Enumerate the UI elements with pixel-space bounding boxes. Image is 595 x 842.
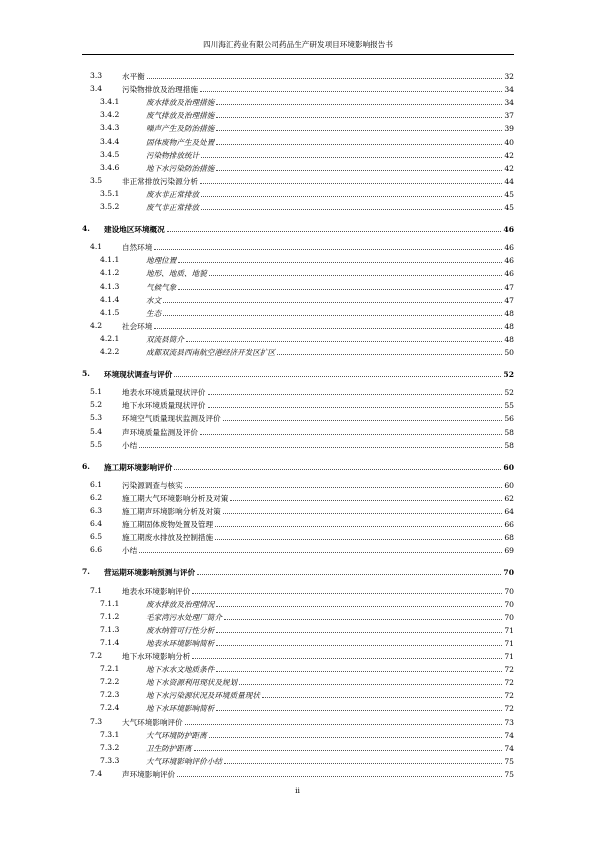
toc-entry-number: 3.4	[90, 84, 103, 94]
dot-leader	[215, 518, 502, 527]
toc-entry[interactable]	[82, 742, 514, 754]
toc-entry[interactable]	[82, 650, 514, 662]
toc-entry-title: 施工期环境影响评价	[104, 462, 173, 472]
toc-entry[interactable]	[82, 294, 514, 306]
toc-entry-title: 营运期环境影响预测与评价	[104, 568, 196, 578]
toc-entry[interactable]	[82, 702, 514, 714]
toc-entry-number: 7.3.3	[100, 755, 120, 765]
toc-entry-page: 39	[504, 124, 514, 134]
dot-leader	[154, 241, 502, 250]
toc-entry-title: 地表水环境影响评价	[122, 586, 191, 596]
toc-entry[interactable]	[82, 320, 514, 332]
toc-entry-page: 58	[504, 440, 514, 450]
toc-entry-page: 60	[503, 462, 514, 472]
dot-leader	[216, 109, 502, 118]
toc-entry-number: 7.3	[90, 716, 103, 726]
dot-leader	[185, 716, 503, 725]
toc-entry[interactable]	[82, 768, 514, 780]
toc-entry-page: 37	[504, 111, 514, 121]
toc-entry[interactable]	[82, 307, 514, 319]
toc-entry-page: 66	[504, 520, 514, 530]
toc-entry[interactable]	[82, 716, 514, 728]
dot-leader	[178, 281, 502, 290]
toc-entry[interactable]	[82, 149, 514, 161]
dot-leader	[223, 412, 503, 421]
toc-entry[interactable]	[82, 755, 514, 767]
toc-entry-number: 7.3.1	[100, 729, 120, 739]
toc-entry-page: 48	[504, 321, 514, 331]
toc-entry-title: 声环境影响评价	[122, 769, 176, 779]
toc-entry-title: 施工期固体废物处置及管理	[122, 520, 214, 530]
toc-entry[interactable]	[82, 346, 514, 358]
toc-entry[interactable]	[82, 386, 514, 398]
toc-entry[interactable]	[82, 96, 514, 108]
toc-entry-number: 7.2.3	[100, 690, 120, 700]
toc-entry-page: 71	[504, 652, 514, 661]
toc-entry-number: 6.6	[90, 545, 103, 555]
toc-entry[interactable]	[82, 689, 514, 701]
toc-entry-page: 71	[504, 625, 514, 635]
dot-leader	[185, 479, 503, 488]
toc-entry-page: 75	[504, 769, 514, 779]
toc-entry-page: 45	[504, 203, 514, 212]
toc-entry-title: 地下水环境质量现状评价	[122, 401, 206, 411]
toc-entry-title: 地下水环境影响分析	[122, 652, 191, 661]
toc-entry-title: 地表水环境影响简析	[146, 638, 215, 648]
dot-leader	[201, 149, 502, 158]
toc-entry[interactable]	[82, 518, 514, 530]
dot-leader	[163, 294, 502, 303]
dot-leader	[147, 70, 503, 79]
toc-entry-number: 4.1.3	[100, 281, 120, 291]
toc-entry-number: 4.	[82, 224, 90, 234]
dot-leader	[139, 544, 502, 553]
toc-entry[interactable]	[82, 122, 514, 134]
toc-entry-title: 污染源调查与核实	[122, 480, 183, 490]
toc-entry-title: 建设地区环境概况	[104, 225, 165, 235]
toc-entry-page: 73	[504, 717, 514, 727]
toc-entry-number: 4.1.1	[100, 255, 120, 265]
toc-entry-page: 58	[504, 427, 514, 437]
toc-entry-number: 7.2.2	[100, 677, 120, 687]
dot-leader	[163, 307, 502, 316]
toc-entry-number: 3.5.2	[100, 202, 120, 211]
toc-entry-page: 32	[504, 72, 514, 81]
toc-entry[interactable]	[82, 531, 514, 543]
toc-entry[interactable]	[82, 585, 514, 597]
toc-entry[interactable]	[82, 729, 514, 741]
toc-entry-number: 6.4	[90, 519, 103, 529]
toc-entry-number: 7.2	[90, 651, 103, 660]
dot-leader	[139, 439, 502, 448]
toc-entry[interactable]	[82, 188, 514, 200]
toc-entry-number: 7.1.3	[100, 624, 120, 634]
toc-entry[interactable]	[82, 461, 514, 473]
toc-entry-title: 水文	[146, 295, 162, 305]
toc-entry-title: 卫生防护距离	[146, 743, 192, 753]
toc-entry-title: 废气非正常排放	[146, 203, 200, 212]
toc-entry-title: 废气排放及治理措施	[146, 111, 215, 121]
toc-entry[interactable]	[82, 399, 514, 411]
toc-entry-title: 地表水环境质量现状评价	[122, 388, 206, 398]
dot-leader	[230, 492, 502, 501]
toc-entry-title: 废水非正常排放	[146, 189, 200, 199]
toc-entry-page: 40	[504, 137, 514, 147]
toc-entry-page: 72	[504, 665, 514, 675]
toc-entry-title: 噪声产生及防治措施	[146, 124, 215, 134]
toc-entry-title: 污染物排放统计	[146, 150, 200, 160]
toc-entry-title: 环境空气质量现状监测及评价	[122, 414, 221, 424]
dot-leader	[216, 663, 502, 672]
toc-entry-number: 7.2.4	[100, 703, 120, 713]
toc-entry[interactable]	[82, 611, 514, 623]
toc-entry-page: 72	[504, 704, 514, 714]
toc-entry-title: 社会环境	[122, 321, 153, 331]
toc-entry-number: 5.5	[90, 439, 103, 449]
dot-leader	[174, 368, 501, 377]
dot-leader	[216, 162, 502, 171]
toc-entry-number: 3.4.4	[100, 136, 120, 146]
toc-entry-page: 72	[504, 678, 514, 688]
toc-entry-page: 71	[504, 638, 514, 648]
toc-entry-title: 生态	[146, 308, 162, 318]
toc-entry-title: 水平衡	[122, 72, 145, 81]
toc-entry[interactable]	[82, 544, 514, 556]
toc-entry-number: 3.3	[90, 71, 103, 80]
toc-entry-number: 3.5.1	[100, 188, 120, 198]
toc-entry[interactable]	[82, 566, 514, 578]
toc-entry-title: 非正常排放污染源分析	[122, 176, 198, 186]
toc-entry-number: 7.	[82, 567, 90, 577]
toc-entry-number: 6.	[82, 461, 90, 471]
toc-entry-page: 56	[504, 414, 514, 424]
toc-entry-page: 44	[504, 176, 514, 186]
toc-entry-title: 固体废物产生及处置	[146, 137, 215, 147]
dot-leader	[192, 650, 502, 659]
toc-entry-number: 5.1	[90, 387, 103, 397]
toc-entry-number: 6.1	[90, 479, 103, 489]
dot-leader	[262, 689, 502, 698]
toc-entry-title: 废水排放及治理情况	[146, 599, 215, 609]
toc-entry-title: 地下水环境影响简析	[146, 704, 215, 714]
dot-leader	[167, 223, 502, 232]
dot-leader	[223, 505, 503, 514]
dot-leader	[174, 461, 501, 470]
toc-entry-number: 4.1.2	[100, 268, 120, 278]
toc-entry-number: 4.2.1	[100, 333, 120, 343]
toc-entry-title: 双流县简介	[146, 334, 184, 344]
toc-entry-page: 34	[504, 85, 514, 95]
dot-leader	[216, 598, 502, 607]
dot-leader	[200, 426, 502, 435]
toc-entry[interactable]	[82, 492, 514, 504]
toc-entry-page: 69	[504, 546, 514, 556]
toc-entry-number: 5.3	[90, 413, 103, 423]
dot-leader	[216, 637, 502, 646]
toc-entry[interactable]	[82, 83, 514, 95]
toc-entry-page: 72	[504, 691, 514, 701]
toc-entry-number: 3.4.6	[100, 162, 120, 172]
toc-entry-page: 70	[504, 599, 514, 609]
toc-entry-title: 施工期声环境影响分析及对策	[122, 507, 221, 516]
toc-entry-title: 大气环境防护距离	[146, 730, 207, 740]
toc-entry-title: 地下水水文地质条件	[146, 665, 215, 675]
toc-entry-title: 施工期大气环境影响分析及对策	[122, 493, 229, 503]
toc-entry[interactable]	[82, 223, 514, 235]
toc-entry-title: 气候气象	[146, 282, 177, 292]
dot-leader	[194, 742, 503, 751]
toc-entry[interactable]	[82, 426, 514, 438]
toc-entry-page: 52	[504, 388, 514, 398]
toc-entry[interactable]	[82, 412, 514, 424]
dot-leader	[216, 702, 502, 711]
toc-entry-number: 6.5	[90, 532, 103, 542]
toc-entry-number: 4.1.5	[100, 307, 120, 317]
toc-entry-page: 47	[504, 282, 514, 292]
dot-leader	[224, 755, 502, 764]
toc-entry-number: 3.4.3	[100, 123, 120, 133]
toc-entry[interactable]	[82, 267, 514, 279]
dot-leader	[197, 566, 501, 575]
toc-entry-title: 污染物排放及治理措施	[122, 85, 198, 95]
toc-entry-page: 60	[504, 480, 514, 490]
toc-entry-number: 4.1	[90, 242, 103, 252]
toc-entry-number: 7.2.1	[100, 664, 120, 674]
toc-entry-page: 64	[504, 507, 514, 516]
dot-leader	[178, 254, 502, 263]
toc-entry[interactable]	[82, 281, 514, 293]
toc-entry[interactable]	[82, 136, 514, 148]
toc-entry-number: 7.4	[90, 768, 103, 778]
toc-entry[interactable]	[82, 201, 514, 213]
toc-entry-page: 48	[504, 334, 514, 344]
toc-entry-title: 地下水污染源状况及环境质量现状	[146, 691, 260, 701]
toc-entry-page: 45	[504, 189, 514, 199]
toc-entry[interactable]	[82, 505, 514, 517]
dot-leader	[201, 201, 502, 210]
toc-entry-page: 47	[504, 295, 514, 305]
toc-entry-title: 地形、地质、地貌	[146, 269, 207, 279]
toc-entry-title: 大气环境影响评价小结	[146, 756, 222, 766]
toc-entry-number: 3.5	[90, 175, 103, 185]
toc-entry[interactable]	[82, 439, 514, 451]
toc-entry[interactable]	[82, 162, 514, 174]
toc-entry-number: 7.3.2	[100, 742, 120, 752]
toc-entry-page: 70	[504, 586, 514, 596]
toc-entry-number: 4.2	[90, 320, 103, 330]
dot-leader	[186, 333, 502, 342]
toc-entry-page: 68	[504, 533, 514, 543]
toc-entry-title: 大气环境影响评价	[122, 717, 183, 727]
toc-entry-page: 70	[503, 568, 514, 578]
dot-leader	[216, 136, 502, 145]
toc-entry[interactable]	[82, 598, 514, 610]
toc-entry-number: 3.4.1	[100, 97, 120, 107]
dot-leader	[216, 624, 502, 633]
toc-entry-number: 7.1	[90, 585, 103, 595]
toc-entry[interactable]	[82, 479, 514, 491]
toc-entry-number: 6.2	[90, 492, 103, 502]
toc-entry-title: 小结	[122, 546, 138, 556]
toc-entry-number: 7.1.2	[100, 611, 120, 621]
dot-leader	[239, 676, 502, 685]
toc-entry-page: 62	[504, 493, 514, 503]
toc-entry-page: 48	[504, 308, 514, 318]
toc-entry-page: 70	[504, 612, 514, 622]
toc-entry[interactable]	[82, 333, 514, 345]
toc-entry-page: 75	[504, 756, 514, 766]
page-header: 四川海汇药业有限公司药品生产研发项目环境影响报告书	[82, 38, 514, 55]
toc-entry[interactable]	[82, 624, 514, 636]
toc-entry-page: 74	[504, 743, 514, 753]
dot-leader	[215, 531, 502, 540]
toc-entry-page: 42	[504, 150, 514, 160]
dot-leader	[216, 122, 502, 131]
toc-entry-number: 3.4.2	[100, 110, 120, 120]
toc-entry[interactable]	[82, 70, 514, 82]
toc-entry-number: 5.2	[90, 400, 103, 410]
toc-entry-title: 小结	[122, 440, 138, 450]
toc-entry-page: 34	[504, 98, 514, 108]
toc-entry-title: 毛家湾污水处理厂简介	[146, 612, 222, 622]
toc-entry-number: 4.2.2	[100, 347, 120, 356]
dot-leader	[277, 346, 502, 355]
dot-leader	[209, 267, 503, 276]
toc-entry-page: 50	[504, 348, 514, 357]
toc-entry[interactable]	[82, 676, 514, 688]
dot-leader	[209, 729, 503, 738]
toc-entry[interactable]	[82, 254, 514, 266]
toc-entry-page: 74	[504, 730, 514, 740]
toc-entry-page: 46	[503, 225, 514, 235]
dot-leader	[154, 320, 502, 329]
page-number: ii	[295, 786, 300, 795]
dot-leader	[200, 175, 502, 184]
dot-leader	[216, 96, 502, 105]
toc-entry-title: 成都双流县西南航空港经济开发区扩区	[146, 348, 276, 357]
toc-entry[interactable]	[82, 241, 514, 253]
toc-entry-title: 自然环境	[122, 243, 153, 253]
toc-entry-number: 7.1.1	[100, 598, 120, 608]
dot-leader	[208, 399, 503, 408]
toc-entry-page: 46	[504, 256, 514, 266]
toc-entry-title: 地下水资源利用现状及规划	[146, 678, 238, 688]
toc-entry-title: 施工期废水排放及控制措施	[122, 533, 214, 543]
toc-entry-title: 废水排放及治理措施	[146, 98, 215, 108]
toc-entry-title: 声环境质量监测及评价	[122, 427, 198, 437]
toc-entry-title: 地下水污染防治措施	[146, 163, 215, 173]
toc-entry-page: 55	[504, 401, 514, 411]
toc-entry-title: 环境现状调查与评价	[104, 370, 173, 380]
toc-entry[interactable]	[82, 637, 514, 649]
toc-entry-title: 地理位置	[146, 256, 177, 266]
dot-leader	[192, 585, 502, 594]
toc-entry-page: 46	[504, 243, 514, 253]
toc-entry[interactable]	[82, 109, 514, 121]
toc-entry[interactable]	[82, 368, 514, 380]
toc-entry[interactable]	[82, 663, 514, 675]
toc-entry-number: 4.1.4	[100, 294, 120, 304]
toc-entry[interactable]	[82, 175, 514, 187]
toc-entry-number: 3.4.5	[100, 149, 120, 159]
dot-leader	[224, 611, 502, 620]
toc-entry-page: 42	[504, 163, 514, 173]
toc-entry-number: 6.3	[90, 506, 103, 515]
toc-entry-page: 52	[503, 370, 514, 380]
toc-entry-title: 废水纳管可行性分析	[146, 625, 215, 635]
dot-leader	[177, 768, 502, 777]
dot-leader	[200, 83, 502, 92]
toc-entry-number: 5.	[82, 369, 90, 379]
toc-entry-page: 46	[504, 269, 514, 279]
dot-leader	[208, 386, 503, 395]
toc-entry-number: 7.1.4	[100, 637, 120, 647]
dot-leader	[201, 188, 502, 197]
toc-entry-number: 5.4	[90, 426, 103, 436]
